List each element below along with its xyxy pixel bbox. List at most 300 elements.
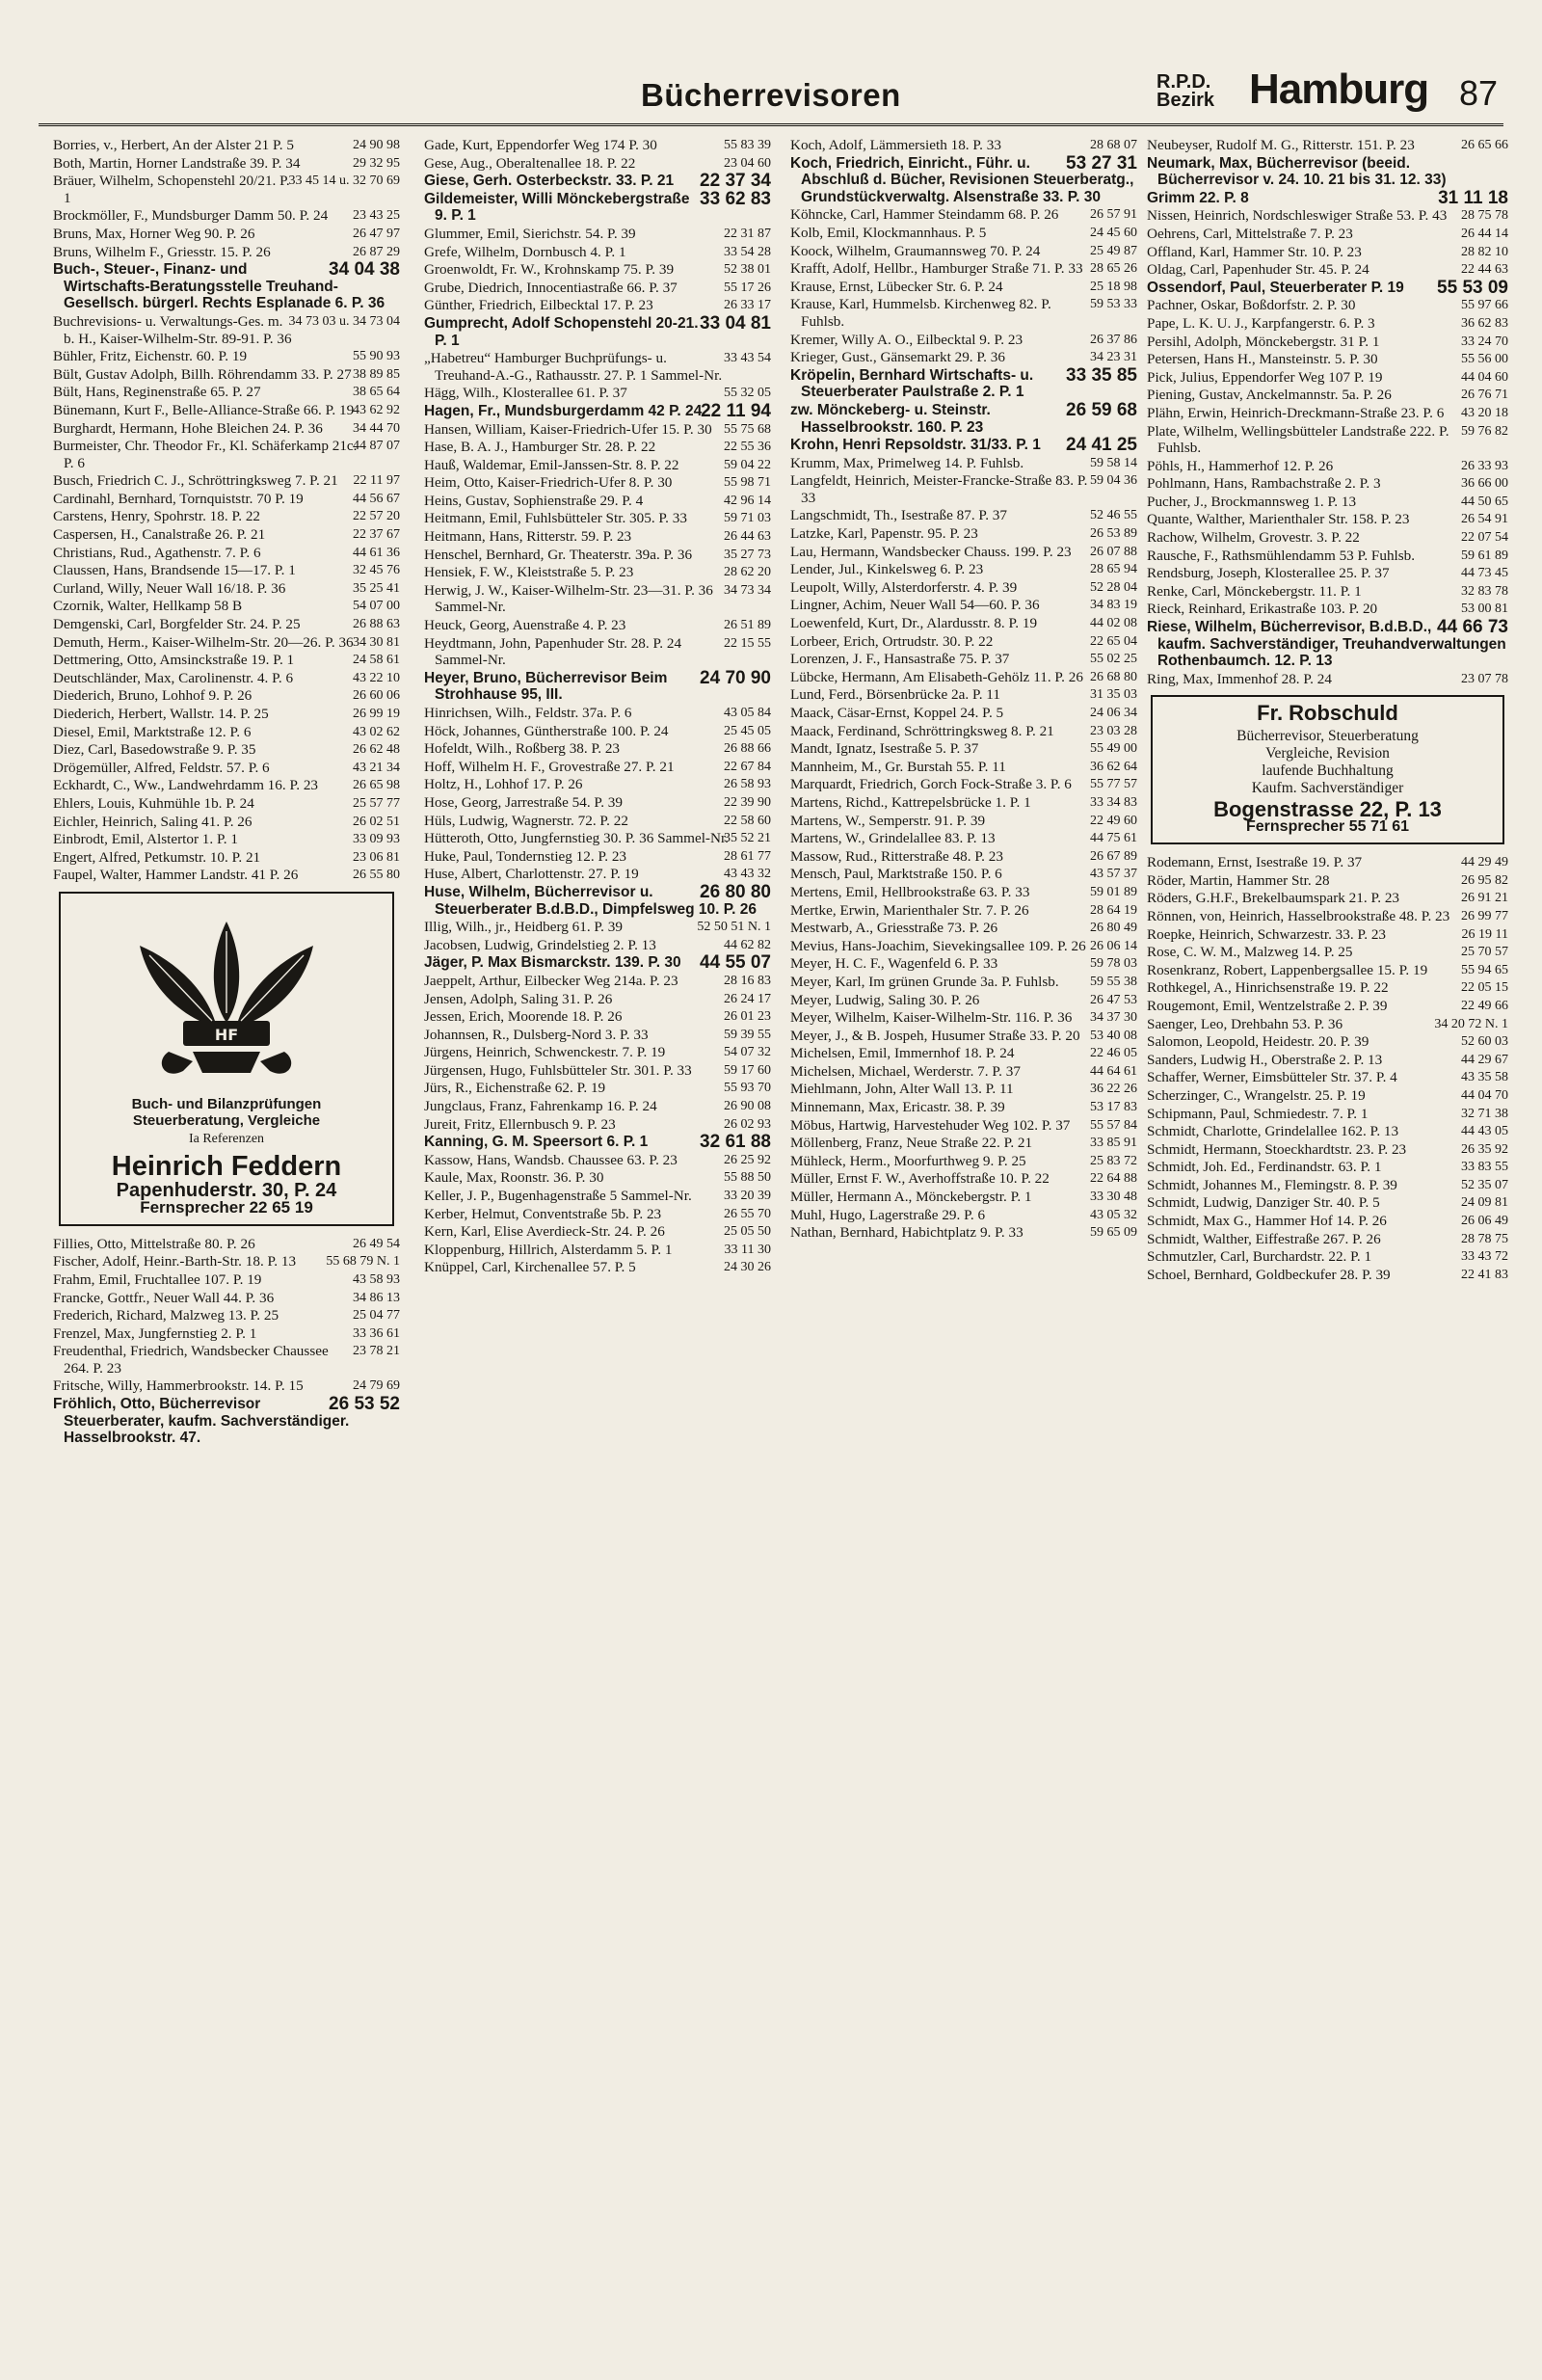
entry-phone: 44 66 73	[1437, 617, 1508, 638]
directory-entry	[53, 562, 400, 579]
entry-text: Kerber, Helmut, Conventstraße 5b. P. 23	[424, 1205, 662, 1222]
entry-text: Ehlers, Louis, Kuhmühle 1b. P. 24	[53, 794, 254, 812]
directory-entry	[790, 848, 1137, 866]
directory-entry	[1147, 1052, 1508, 1069]
entry-text: Schmidt, Hermann, Stoeckhardtstr. 23. P. 23	[1147, 1140, 1407, 1158]
directory-entry	[53, 741, 400, 759]
entry-phone: 32 61 88	[700, 1132, 771, 1153]
entry-text: Dettmering, Otto, Amsinckstraße 19. P. 1	[53, 652, 295, 669]
entry-phone: 22 67 84	[724, 759, 771, 774]
directory-entry	[1147, 1106, 1508, 1123]
directory-entry	[424, 813, 771, 830]
entry-text: Koch, Friedrich, Einricht., Führ. u. Abschluß d. Bücher, Revisionen Steuerberatg., Grundstückverwaltg. Alsenstraße 33. P. 30	[790, 154, 1134, 205]
directory-entry	[53, 438, 400, 471]
entry-text: Carstens, Henry, Spohrstr. 18. P. 22	[53, 508, 261, 525]
entry-text: Herwig, J. W., Kaiser-Wilhelm-Str. 23—31. P. 36 Sammel-Nr.	[424, 581, 713, 616]
directory-entry	[53, 598, 400, 615]
entry-phone: 59 39 55	[724, 1027, 771, 1042]
entry-phone: 26 44 14	[1461, 226, 1508, 241]
entry-text: Petersen, Hans H., Mansteinstr. 5. P. 30	[1147, 351, 1378, 368]
directory-entry	[790, 723, 1137, 740]
entry-phone: 26 49 54	[353, 1236, 400, 1251]
entry-list-4b	[1147, 854, 1508, 1283]
entry-phone: 33 85 91	[1090, 1136, 1137, 1151]
entry-text: Rönnen, von, Heinrich, Hasselbrookstraße 48. P. 23	[1147, 907, 1450, 924]
entry-phone: 26 24 17	[724, 991, 771, 1006]
entry-text: Both, Martin, Horner Landstraße 39. P. 34	[53, 154, 301, 172]
entry-phone: 31 11 18	[1438, 187, 1508, 208]
entry-phone: 36 22 26	[1090, 1082, 1137, 1097]
entry-text: Hauß, Waldemar, Emil-Janssen-Str. 8. P. 22	[424, 456, 679, 473]
entry-phone: 26 99 19	[353, 707, 400, 721]
directory-entry	[790, 137, 1137, 154]
entry-phone: 33 20 39	[724, 1189, 771, 1204]
entry-text: Mertke, Erwin, Marienthaler Str. 7. P. 26	[790, 901, 1029, 919]
entry-text: Heitmann, Hans, Ritterstr. 59. P. 23	[424, 528, 632, 546]
ad-feddern-line3: Ia Referenzen	[188, 1131, 265, 1146]
directory-entry	[790, 776, 1137, 793]
entry-phone: 26 44 63	[724, 529, 771, 545]
directory-entry	[424, 937, 771, 954]
entry-phone: 23 07 78	[1461, 671, 1508, 686]
directory-entry	[790, 561, 1137, 578]
directory-entry	[424, 617, 771, 634]
entry-text: Quante, Walther, Marienthaler Str. 158. P. 23	[1147, 511, 1410, 528]
entry-phone: 43 05 32	[1090, 1207, 1137, 1222]
entry-phone: 33 36 61	[353, 1325, 400, 1341]
entry-phone: 43 62 92	[353, 402, 400, 417]
directory-entry	[53, 402, 400, 419]
directory-entry	[53, 831, 400, 848]
entry-text: Gese, Aug., Oberaltenallee 18. P. 22	[424, 154, 636, 172]
directory-entry	[1147, 619, 1508, 670]
entry-phone: 24 58 61	[353, 653, 400, 668]
ad-robschuld-name: Fr. Robschuld	[1257, 701, 1398, 726]
directory-entry	[1147, 1069, 1508, 1086]
entry-text: Scherzinger, C., Wrangelstr. 25. P. 19	[1147, 1086, 1366, 1104]
entry-text: Koock, Wilhelm, Graumannsweg 70. P. 24	[790, 242, 1041, 259]
directory-entry	[424, 280, 771, 297]
entry-phone: 33 62 83	[700, 188, 771, 209]
directory-entry	[1147, 277, 1508, 298]
directory-entry	[1147, 334, 1508, 351]
entry-text: Kremer, Willy A. O., Eilbecktal 9. P. 23	[790, 331, 1024, 348]
entry-text: Buch-, Steuer-, Finanz- und Wirtschafts-Beratungsstelle Treuhand-Gesellsch. bürgerl. Rechts Esplanade 6. P. 36	[53, 261, 386, 312]
entry-phone: 28 82 10	[1461, 244, 1508, 259]
directory-entry	[424, 1188, 771, 1205]
entry-list-1a	[53, 137, 400, 884]
entry-phone: 26 67 89	[1090, 848, 1137, 864]
directory-entry	[53, 313, 400, 347]
entry-phone: 55 97 66	[1461, 298, 1508, 313]
entry-phone: 44 75 61	[1090, 831, 1137, 846]
entry-text: Nathan, Bernhard, Habichtplatz 9. P. 33	[790, 1224, 1024, 1242]
entry-text: Pape, L. K. U. J., Karpfangerstr. 6. P. 3	[1147, 314, 1375, 332]
entry-phone: 55 94 65	[1461, 962, 1508, 977]
entry-phone: 22 49 66	[1461, 998, 1508, 1013]
section-title: Bücherrevisoren	[641, 77, 901, 113]
svg-text:HF: HF	[214, 1025, 239, 1044]
entry-phone: 26 55 70	[724, 1206, 771, 1221]
directory-entry	[53, 616, 400, 633]
entry-text: Hose, Georg, Jarrestraße 54. P. 39	[424, 793, 623, 811]
entry-text: Krieger, Gust., Gänsemarkt 29. P. 36	[790, 349, 1005, 366]
entry-text: Rieck, Reinhard, Erikastraße 103. P. 20	[1147, 601, 1378, 618]
directory-entry	[790, 364, 1137, 401]
column-1	[53, 137, 400, 2364]
entry-phone: 55 93 70	[724, 1081, 771, 1096]
entry-text: Mestwarb, A., Griesstraße 73. P. 26	[790, 920, 998, 937]
entry-text: Rodemann, Ernst, Isestraße 19. P. 37	[1147, 854, 1363, 871]
entry-phone: 26 33 93	[1461, 458, 1508, 473]
directory-entry	[53, 687, 400, 705]
directory-entry	[1147, 1248, 1508, 1266]
entry-text: Buchrevisions- u. Verwaltungs-Ges. m. b. H., Kaiser-Wilhelm-Str. 89-91. P. 36	[53, 312, 292, 347]
entry-text: Röders, G.H.F., Brekelbaumspark 21. P. 23	[1147, 890, 1400, 907]
entry-text: Röder, Martin, Hammer Str. 28	[1147, 871, 1330, 889]
directory-entry	[53, 867, 400, 884]
entry-phone: 44 29 67	[1461, 1052, 1508, 1067]
entry-phone: 44 29 49	[1461, 855, 1508, 870]
directory-entry	[1147, 962, 1508, 979]
entry-text: Hüls, Ludwig, Wagnerstr. 72. P. 22	[424, 812, 628, 829]
entry-phone: 26 51 89	[724, 618, 771, 633]
entry-phone: 23 03 28	[1090, 723, 1137, 738]
directory-entry	[424, 1116, 771, 1134]
entry-text: Gildemeister, Willi Mönckebergstraße 9. P. 1	[424, 190, 690, 225]
entry-text: Oehrens, Carl, Mittelstraße 7. P. 23	[1147, 225, 1353, 242]
entry-text: Eckhardt, C., Ww., Landwehrdamm 16. P. 23	[53, 777, 319, 794]
entry-text: Grimm 22. P. 8	[1147, 189, 1249, 206]
directory-entry	[424, 137, 771, 154]
entry-text: Jensen, Adolph, Saling 31. P. 26	[424, 990, 613, 1007]
entry-phone: 33 09 93	[353, 832, 400, 847]
directory-entry	[1147, 511, 1508, 528]
directory-entry	[424, 173, 771, 190]
entry-text: Jacobsen, Ludwig, Grindelstieg 2. P. 13	[424, 936, 656, 953]
entry-text: Oldag, Carl, Papenhuder Str. 45. P. 24	[1147, 261, 1369, 279]
entry-text: Schmidt, Walther, Eiffestraße 267. P. 26	[1147, 1230, 1381, 1247]
entry-phone: 22 58 60	[724, 813, 771, 828]
entry-text: Jaeppelt, Arthur, Eilbecker Weg 214a. P. 23	[424, 972, 678, 989]
directory-entry	[790, 225, 1137, 242]
directory-entry	[424, 510, 771, 527]
directory-entry	[53, 1343, 400, 1377]
entry-text: Renke, Carl, Mönckebergstr. 11. P. 1	[1147, 582, 1362, 600]
entry-text: Maack, Ferdinand, Schröttringksweg 8. P. 21	[790, 722, 1054, 739]
directory-entry	[424, 1169, 771, 1187]
entry-text: Engert, Alfred, Petkumstr. 10. P. 21	[53, 848, 261, 866]
directory-entry	[790, 296, 1137, 330]
ad-feddern	[59, 892, 394, 1226]
directory-entry	[790, 938, 1137, 955]
directory-entry	[424, 705, 771, 722]
entry-phone: 26 07 88	[1090, 544, 1137, 559]
entry-text: Deutschländer, Max, Carolinenstr. 4. P. 6	[53, 669, 294, 686]
entry-text: Fritsche, Willy, Hammerbrookstr. 14. P. 15	[53, 1377, 304, 1395]
entry-phone: 26 47 53	[1090, 992, 1137, 1007]
entry-phone: 28 68 07	[1090, 138, 1137, 152]
entry-text: Leupolt, Willy, Alsterdorferstr. 4. P. 39	[790, 578, 1018, 596]
entry-phone: 43 58 93	[353, 1271, 400, 1287]
directory-entry	[1147, 1213, 1508, 1230]
directory-entry	[790, 597, 1137, 614]
entry-phone: 28 65 94	[1090, 562, 1137, 577]
entry-text: Schaffer, Werner, Eimsbütteler Str. 37. P. 4	[1147, 1069, 1397, 1086]
directory-entry	[790, 1189, 1137, 1206]
directory-entry	[53, 472, 400, 490]
directory-entry	[53, 724, 400, 741]
directory-entry	[790, 507, 1137, 524]
directory-entry	[1147, 458, 1508, 475]
directory-entry	[424, 973, 771, 990]
entry-text: Massow, Rud., Ritterstraße 48. P. 23	[790, 847, 1003, 865]
entry-phone: 26 68 80	[1090, 669, 1137, 684]
directory-entry	[1147, 979, 1508, 997]
entry-phone: 22 64 88	[1090, 1171, 1137, 1187]
entry-phone: 36 66 00	[1461, 476, 1508, 492]
entry-text: Martens, W., Grindelallee 83. P. 13	[790, 830, 996, 847]
entry-phone: 34 73 03 u. 34 73 04	[288, 313, 400, 329]
entry-text: Meyer, Ludwig, Saling 30. P. 26	[790, 991, 980, 1008]
entry-text: Einbrodt, Emil, Alstertor 1. P. 1	[53, 831, 238, 848]
entry-text: Ossendorf, Paul, Steuerberater P. 19	[1147, 279, 1404, 296]
entry-phone: 34 20 72 N. 1	[1434, 1016, 1508, 1031]
directory-entry	[1147, 369, 1508, 387]
entry-text: Lübcke, Hermann, Am Elisabeth-Gehölz 11. P. 26	[790, 668, 1083, 685]
entry-text: Hansen, William, Kaiser-Friedrich-Ufer 15. P. 30	[424, 420, 712, 438]
entry-text: Jessen, Erich, Moorende 18. P. 26	[424, 1008, 623, 1026]
directory-entry	[790, 332, 1137, 349]
entry-phone: 26 53 89	[1090, 526, 1137, 542]
entry-phone: 22 65 04	[1090, 633, 1137, 649]
rpd-label: R.P.D.	[1156, 71, 1211, 93]
entry-text: Krohn, Henri Repsoldstr. 31/33. P. 1	[790, 437, 1041, 454]
directory-entry	[1147, 601, 1508, 618]
column-2	[424, 137, 771, 2364]
directory-entry	[53, 261, 400, 312]
entry-phone: 33 24 70	[1461, 334, 1508, 349]
ad-robschuld-line: Vergleiche, Revision	[1265, 745, 1390, 762]
entry-phone: 38 65 64	[353, 385, 400, 400]
directory-entry	[1147, 565, 1508, 582]
directory-entry	[790, 260, 1137, 278]
directory-entry	[53, 849, 400, 867]
entry-phone: 52 35 07	[1461, 1177, 1508, 1192]
entry-text: Loewenfeld, Kurt, Dr., Alardusstr. 8. P. 19	[790, 615, 1038, 632]
entry-phone: 59 65 09	[1090, 1225, 1137, 1241]
directory-entry	[790, 525, 1137, 543]
directory-entry	[424, 421, 771, 439]
directory-entry	[424, 667, 771, 704]
entry-phone: 22 31 87	[724, 226, 771, 241]
directory-entry	[424, 528, 771, 546]
directory-entry	[53, 384, 400, 401]
entry-text: Bült, Gustav Adolph, Billh. Röhrendamm 33. P. 27	[53, 365, 352, 383]
entry-text: Giese, Gerh. Osterbeckstr. 33. P. 21	[424, 173, 675, 190]
directory-entry	[790, 437, 1137, 454]
entry-text: Caspersen, H., Canalstraße 26. P. 21	[53, 526, 266, 544]
entry-text: Heins, Gustav, Sophienstraße 29. P. 4	[424, 492, 644, 509]
directory-entry	[53, 580, 400, 598]
entry-phone: 22 44 63	[1461, 262, 1508, 278]
entry-phone: 34 30 81	[353, 634, 400, 650]
directory-entry	[1147, 529, 1508, 547]
entry-phone: 44 55 07	[700, 952, 771, 974]
entry-phone: 59 04 36	[1090, 473, 1137, 489]
entry-phone: 43 20 18	[1461, 405, 1508, 420]
directory-entry	[790, 615, 1137, 632]
directory-entry	[1147, 1087, 1508, 1105]
entry-phone: 26 55 80	[353, 868, 400, 883]
entry-text: Bruns, Max, Horner Weg 90. P. 26	[53, 225, 255, 242]
directory-entry	[424, 1062, 771, 1080]
entry-phone: 26 47 97	[353, 226, 400, 241]
directory-entry	[424, 1259, 771, 1276]
entry-phone: 22 55 36	[724, 440, 771, 455]
entry-text: Pachner, Oskar, Boßdorfstr. 2. P. 30	[1147, 297, 1356, 314]
entry-phone: 55 83 39	[724, 138, 771, 152]
directory-entry	[424, 635, 771, 669]
entry-text: Rausche, F., Rathsmühlendamm 53 P. Fuhlsb.	[1147, 547, 1416, 564]
directory-entry	[424, 776, 771, 793]
entry-text: Hase, B. A. J., Hamburger Str. 28. P. 22	[424, 439, 656, 456]
entry-text: Demgenski, Carl, Borgfelder Str. 24. P. 25	[53, 616, 301, 633]
directory-entry	[1147, 475, 1508, 493]
entry-text: Plähn, Erwin, Heinrich-Dreckmann-Straße 23. P. 6	[1147, 404, 1445, 421]
entry-phone: 28 62 20	[724, 565, 771, 580]
entry-phone: 28 65 26	[1090, 261, 1137, 277]
entry-phone: 43 35 58	[1461, 1070, 1508, 1085]
directory-entry	[1147, 187, 1508, 208]
entry-text: Möbus, Hartwig, Harvestehuder Weg 102. P. 37	[790, 1116, 1071, 1134]
directory-entry	[1147, 405, 1508, 422]
directory-entry	[53, 795, 400, 813]
entry-phone: 25 04 77	[353, 1308, 400, 1324]
entry-phone: 55 68 79 N. 1	[326, 1254, 400, 1270]
entry-phone: 34 86 13	[353, 1290, 400, 1305]
entry-phone: 59 55 38	[1090, 974, 1137, 989]
directory-entry	[53, 1396, 400, 1447]
entry-text: Lau, Hermann, Wandsbecker Chauss. 199. P. 23	[790, 543, 1072, 560]
directory-entry	[53, 207, 400, 225]
entry-phone: 24 09 81	[1461, 1195, 1508, 1211]
entry-phone: 24 70 90	[700, 667, 771, 688]
entry-text: Kanning, G. M. Speersort 6. P. 1	[424, 1134, 649, 1151]
directory-entry	[1147, 423, 1508, 457]
entry-phone: 55 56 00	[1461, 352, 1508, 367]
entry-phone: 29 32 95	[353, 155, 400, 171]
directory-entry	[790, 1009, 1137, 1027]
directory-entry	[790, 1099, 1137, 1116]
entry-phone: 59 61 89	[1461, 548, 1508, 563]
entry-text: Schoel, Bernhard, Goldbeckufer 28. P. 39	[1147, 1266, 1391, 1283]
entry-phone: 33 35 85	[1066, 364, 1137, 386]
entry-text: Sanders, Ludwig H., Oberstraße 2. P. 13	[1147, 1051, 1383, 1068]
entry-phone: 38 89 85	[353, 366, 400, 382]
directory-entry	[53, 634, 400, 652]
entry-phone: 43 05 84	[724, 706, 771, 720]
directory-entry	[1147, 1159, 1508, 1176]
entry-phone: 54 07 32	[724, 1045, 771, 1060]
entry-phone: 59 78 03	[1090, 956, 1137, 972]
directory-entry	[1147, 854, 1508, 871]
directory-entry	[53, 777, 400, 794]
directory-entry	[53, 1307, 400, 1324]
directory-entry	[790, 279, 1137, 296]
entry-text: Rothkegel, A., Hinrichsenstraße 19. P. 22	[1147, 979, 1389, 997]
entry-text: Bruns, Wilhelm F., Griesstr. 15. P. 26	[53, 243, 271, 260]
entry-phone: 44 61 36	[353, 545, 400, 560]
directory-entry	[53, 137, 400, 154]
entry-phone: 26 80 49	[1090, 921, 1137, 936]
entry-text: Mandt, Ignatz, Isestraße 5. P. 37	[790, 740, 979, 758]
entry-text: Höck, Johannes, Güntherstraße 100. P. 24	[424, 722, 669, 739]
entry-phone: 34 44 70	[353, 420, 400, 436]
entry-text: Lorbeer, Erich, Ortrudstr. 30. P. 22	[790, 632, 994, 650]
entry-phone: 44 64 61	[1090, 1063, 1137, 1079]
directory-entry	[53, 1271, 400, 1289]
entry-phone: 52 50 51 N. 1	[697, 920, 771, 935]
entry-phone: 32 45 76	[353, 563, 400, 578]
ad-robschuld-line: Bücherrevisor, Steuerberatung	[1236, 728, 1419, 744]
directory-entry	[424, 1044, 771, 1061]
entry-phone: 24 79 69	[353, 1378, 400, 1394]
entry-text: „Habetreu“ Hamburger Buchprüfungs- u. Treuhand-A.-G., Rathausstr. 27. P. 1 Sammel-Nr.	[424, 350, 723, 384]
entry-phone: 26 06 14	[1090, 938, 1137, 953]
entry-text: Cardinahl, Bernhard, Tornquiststr. 70 P. 19	[53, 490, 304, 507]
entry-text: Hensiek, F. W., Kleiststraße 5. P. 23	[424, 564, 634, 581]
directory-entry	[424, 830, 771, 847]
entry-phone: 26 65 66	[1461, 138, 1508, 152]
directory-entry	[53, 508, 400, 525]
entry-text: Rose, C. W. M., Malzweg 14. P. 25	[1147, 944, 1353, 961]
entry-text: Pohlmann, Hans, Rambachstraße 2. P. 3	[1147, 475, 1381, 493]
entry-phone: 44 04 70	[1461, 1087, 1508, 1103]
entry-text: Schmidt, Max G., Hammer Hof 14. P. 26	[1147, 1213, 1387, 1230]
entry-phone: 26 54 91	[1461, 512, 1508, 527]
directory-entry	[424, 1008, 771, 1026]
entry-text: zw. Mönckeberg- u. Steinstr. Hasselbrookstr. 160. P. 23	[790, 401, 991, 436]
entry-text: Meyer, Karl, Im grünen Grunde 3a. P. Fuhlsb.	[790, 973, 1059, 990]
entry-phone: 22 57 20	[353, 509, 400, 524]
entry-phone: 22 11 94	[701, 400, 771, 421]
directory-entry	[790, 705, 1137, 722]
entry-phone: 28 78 75	[1461, 1231, 1508, 1246]
entry-phone: 25 57 77	[353, 795, 400, 811]
page-number: 87	[1458, 73, 1498, 113]
directory-entry	[790, 1135, 1137, 1152]
entry-text: Rougemont, Emil, Wentzelstraße 2. P. 39	[1147, 997, 1388, 1014]
entry-text: Heydtmann, John, Papenhuder Str. 28. P. 24 Sammel-Nr.	[424, 634, 682, 669]
entry-phone: 23 06 81	[353, 849, 400, 865]
entry-phone: 36 62 83	[1461, 315, 1508, 331]
entry-phone: 22 41 83	[1461, 1267, 1508, 1282]
directory-entry	[790, 349, 1137, 366]
entry-phone: 32 71 38	[1461, 1106, 1508, 1121]
entry-phone: 22 39 90	[724, 794, 771, 810]
entry-text: Meyer, Wilhelm, Kaiser-Wilhelm-Str. 116. P. 36	[790, 1009, 1073, 1027]
directory-entry	[1147, 315, 1508, 333]
page-header	[39, 60, 1503, 131]
entry-phone: 55 53 09	[1437, 277, 1508, 298]
directory-entry	[424, 244, 771, 261]
entry-phone: 53 27 31	[1066, 152, 1137, 174]
entry-phone: 26 88 63	[353, 617, 400, 632]
entry-phone: 26 99 77	[1461, 908, 1508, 923]
entry-text: Michelsen, Emil, Immernhof 18. P. 24	[790, 1045, 1015, 1062]
entry-text: Kloppenburg, Hillrich, Alsterdamm 5. P. 1	[424, 1241, 673, 1258]
